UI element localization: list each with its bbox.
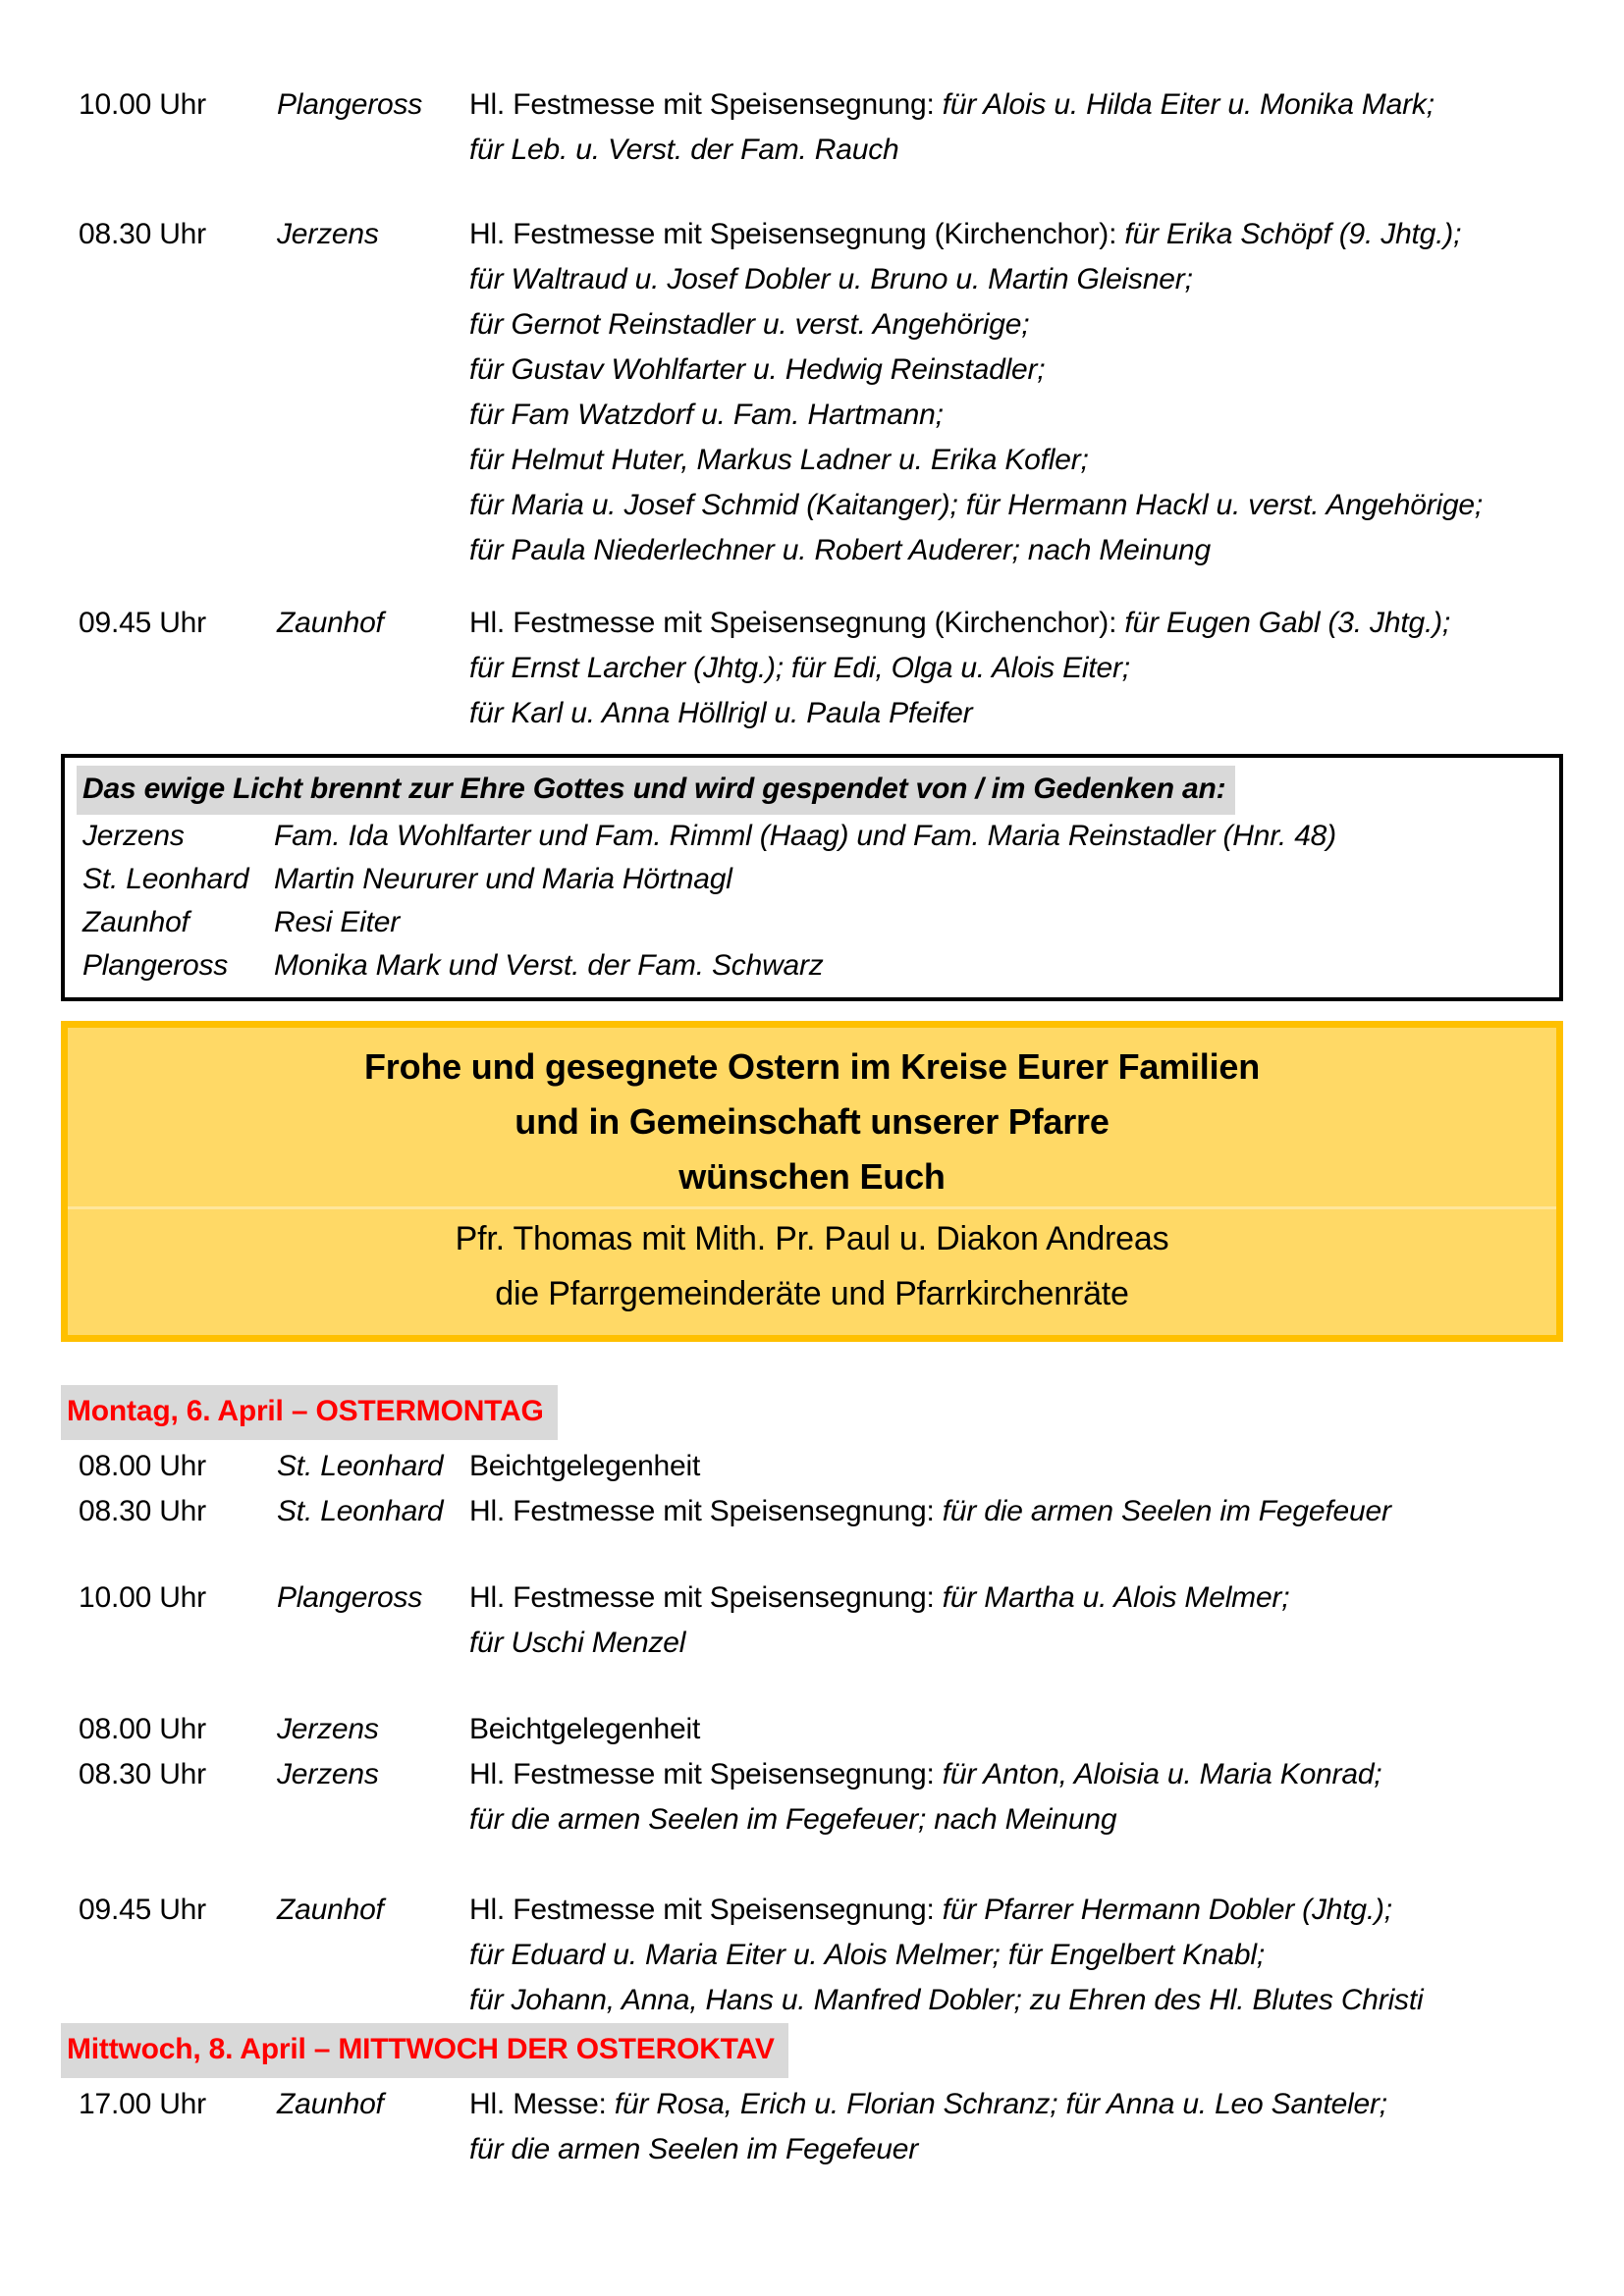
schedule-entry (61, 1489, 1563, 1534)
greeting-line: Pfr. Thomas mit Mith. Pr. Paul u. Diakon Andreas (455, 1220, 1169, 1257)
schedule-entry (61, 82, 1563, 173)
entry-time: 09.45 Uhr (79, 1894, 206, 1926)
entry-line-intention: für Erika Schöpf (9. Jhtg.); (1124, 218, 1462, 250)
entry-line (469, 302, 1563, 347)
entry-line (469, 601, 1563, 646)
entry-location: Zaunhof (277, 2088, 384, 2120)
greeting-line: und in Gemeinschaft unserer Pfarre (514, 1101, 1110, 1142)
eternal-light-donors: Monika Mark und Verst. der Fam. Schwarz (274, 949, 824, 982)
entry-line (469, 1575, 1563, 1621)
entry-description (469, 1575, 1563, 1666)
entry-line (469, 1978, 1563, 2023)
entry-line (469, 2082, 1563, 2127)
entry-line (469, 212, 1563, 257)
eternal-light-heading (77, 766, 1547, 815)
entry-location: Plangeross (277, 1581, 423, 1614)
entry-line-regular: Hl. Festmesse mit Speisensegnung: (469, 1758, 943, 1790)
entry-description (469, 2082, 1563, 2172)
entry-description (469, 1444, 1563, 1489)
entry-description (469, 82, 1563, 173)
entry-line-regular: Beichtgelegenheit (469, 1450, 701, 1482)
entry-line-intention: für Eduard u. Maria Eiter u. Alois Melmer; für Engelbert Knabl; (469, 1939, 1265, 1971)
day-heading-text: Montag, 6. April – OSTERMONTAG (61, 1385, 558, 1440)
entry-location: Zaunhof (277, 1894, 384, 1926)
entry-time: 08.30 Uhr (79, 218, 206, 250)
entry-location: St. Leonhard (277, 1450, 444, 1482)
schedule-entry (61, 1707, 1563, 1752)
entry-line-intention: für die armen Seelen im Fegefeuer (942, 1495, 1391, 1527)
entry-line-intention: für Fam Watzdorf u. Fam. Hartmann; (469, 399, 944, 431)
entry-line (469, 393, 1563, 438)
entry-line-regular: Hl. Festmesse mit Speisensegnung (Kirchenchor): (469, 607, 1125, 639)
entry-line (469, 257, 1563, 302)
eternal-light-location: Jerzens (82, 820, 185, 852)
entry-line-intention: für die armen Seelen im Fegefeuer; nach Meinung (469, 1803, 1117, 1836)
schedule-entry (61, 1575, 1563, 1666)
entry-line-intention: für Maria u. Josef Schmid (Kaitanger); für Hermann Hackl u. verst. Angehörige; (469, 489, 1484, 521)
entry-line-intention: für Ernst Larcher (Jhtg.); für Edi, Olga u. Alois Eiter; (469, 652, 1130, 684)
entry-location: Jerzens (277, 1713, 379, 1745)
entry-location: St. Leonhard (277, 1495, 444, 1527)
entry-line-intention: für die armen Seelen im Fegefeuer (469, 2133, 918, 2165)
entry-line-intention: für Karl u. Anna Höllrigl u. Paula Pfeifer (469, 697, 973, 729)
entry-line-intention: für Gernot Reinstadler u. verst. Angehörige; (469, 308, 1030, 341)
entry-line (469, 1444, 1563, 1489)
greeting-box (61, 1021, 1563, 1342)
entry-time: 08.00 Uhr (79, 1450, 206, 1482)
schedule-entry (61, 1444, 1563, 1489)
entry-location: Jerzens (277, 218, 379, 250)
schedule-entry (61, 1888, 1563, 2023)
entry-line (469, 1797, 1563, 1842)
entry-location: Jerzens (277, 1758, 379, 1790)
entry-line (469, 1707, 1563, 1752)
entry-line-regular: Hl. Festmesse mit Speisensegnung: (469, 88, 943, 121)
entry-line-intention: für Helmut Huter, Markus Ladner u. Erika Kofler; (469, 444, 1089, 476)
eternal-light-row (77, 944, 1547, 988)
eternal-light-location: Zaunhof (82, 906, 189, 938)
entry-line (469, 528, 1563, 573)
entry-time: 17.00 Uhr (79, 2088, 206, 2120)
entry-line (469, 438, 1563, 483)
entry-line (469, 2127, 1563, 2172)
entry-location: Zaunhof (277, 607, 384, 639)
entry-description (469, 601, 1563, 736)
eternal-light-donors: Resi Eiter (274, 906, 401, 938)
day-heading-osteroktav (61, 2023, 1563, 2078)
entry-line-intention: für Pfarrer Hermann Dobler (Jhtg.); (942, 1894, 1392, 1926)
eternal-light-row (77, 858, 1547, 901)
bulletin-content (61, 0, 1563, 2172)
entry-line (469, 1621, 1563, 1666)
entry-line (469, 1888, 1563, 1933)
entry-time: 08.00 Uhr (79, 1713, 206, 1745)
entry-line-intention: für Uschi Menzel (469, 1627, 686, 1659)
eternal-light-donors: Fam. Ida Wohlfarter und Fam. Rimml (Haag) und Fam. Maria Reinstadler (Hnr. 48) (274, 820, 1336, 852)
day-heading-ostermontag (61, 1385, 1563, 1440)
day-heading-text: Mittwoch, 8. April – MITTWOCH DER OSTEROKTAV (61, 2023, 788, 2078)
entry-line-intention: für Paula Niederlechner u. Robert Auderer; nach Meinung (469, 534, 1211, 566)
entry-line (469, 1933, 1563, 1978)
entry-line-regular: Hl. Festmesse mit Speisensegnung (Kirchenchor): (469, 218, 1125, 250)
greeting-line: Frohe und gesegnete Ostern im Kreise Eurer Familien (363, 1046, 1261, 1087)
entry-line (469, 646, 1563, 691)
eternal-light-row (77, 815, 1547, 858)
entry-line-intention: für Eugen Gabl (3. Jhtg.); (1124, 607, 1451, 639)
schedule-entry (61, 212, 1563, 573)
greeting-line: die Pfarrgemeinderäte und Pfarrkirchenräte (495, 1275, 1129, 1312)
eternal-light-location: St. Leonhard (82, 863, 249, 895)
entry-line (469, 691, 1563, 736)
entry-description (469, 1489, 1563, 1534)
eternal-light-donors: Martin Neururer und Maria Hörtnagl (274, 863, 732, 895)
entry-time: 09.45 Uhr (79, 607, 206, 639)
entry-line-intention: für Rosa, Erich u. Florian Schranz; für Anna u. Leo Santeler; (614, 2088, 1387, 2120)
entry-description (469, 1888, 1563, 2023)
entry-line-regular: Hl. Festmesse mit Speisensegnung: (469, 1495, 943, 1527)
schedule-entry (61, 2082, 1563, 2172)
entry-location: Plangeross (277, 88, 423, 121)
entry-line (469, 483, 1563, 528)
eternal-light-row (77, 901, 1547, 944)
entry-time: 08.30 Uhr (79, 1495, 206, 1527)
entry-line-intention: für Johann, Anna, Hans u. Manfred Dobler; zu Ehren des Hl. Blutes Christi (469, 1984, 1424, 2016)
schedule-entry (61, 1752, 1563, 1842)
eternal-light-heading-text: Das ewige Licht brennt zur Ehre Gottes und wird gespendet von / im Gedenken an: (77, 766, 1235, 815)
entry-line-regular: Hl. Festmesse mit Speisensegnung: (469, 1581, 943, 1614)
entry-line-intention: für Leb. u. Verst. der Fam. Rauch (469, 133, 899, 166)
greeting-line: wünschen Euch (678, 1156, 946, 1197)
entry-line (469, 128, 1563, 173)
entry-line (469, 1752, 1563, 1797)
entry-time: 10.00 Uhr (79, 88, 206, 121)
entry-time: 08.30 Uhr (79, 1758, 206, 1790)
entry-line-intention: für Gustav Wohlfarter u. Hedwig Reinstadler; (469, 353, 1046, 386)
eternal-light-location: Plangeross (82, 949, 229, 982)
entry-line-regular: Beichtgelegenheit (469, 1713, 701, 1745)
entry-description (469, 1752, 1563, 1842)
entry-line-intention: für Waltraud u. Josef Dobler u. Bruno u. Martin Gleisner; (469, 263, 1193, 295)
entry-description (469, 1707, 1563, 1752)
entry-line-regular: Hl. Messe: (469, 2088, 615, 2120)
entry-line-intention: für Alois u. Hilda Eiter u. Monika Mark; (942, 88, 1435, 121)
schedule-entry (61, 601, 1563, 736)
entry-line (469, 82, 1563, 128)
greeting-divider (68, 1206, 1556, 1209)
entry-description (469, 212, 1563, 573)
entry-time: 10.00 Uhr (79, 1581, 206, 1614)
entry-line-regular: Hl. Festmesse mit Speisensegnung: (469, 1894, 943, 1926)
entry-line (469, 347, 1563, 393)
entry-line-intention: für Martha u. Alois Melmer; (942, 1581, 1290, 1614)
eternal-light-box (61, 754, 1563, 1001)
entry-line-intention: für Anton, Aloisia u. Maria Konrad; (942, 1758, 1382, 1790)
entry-line (469, 1489, 1563, 1534)
